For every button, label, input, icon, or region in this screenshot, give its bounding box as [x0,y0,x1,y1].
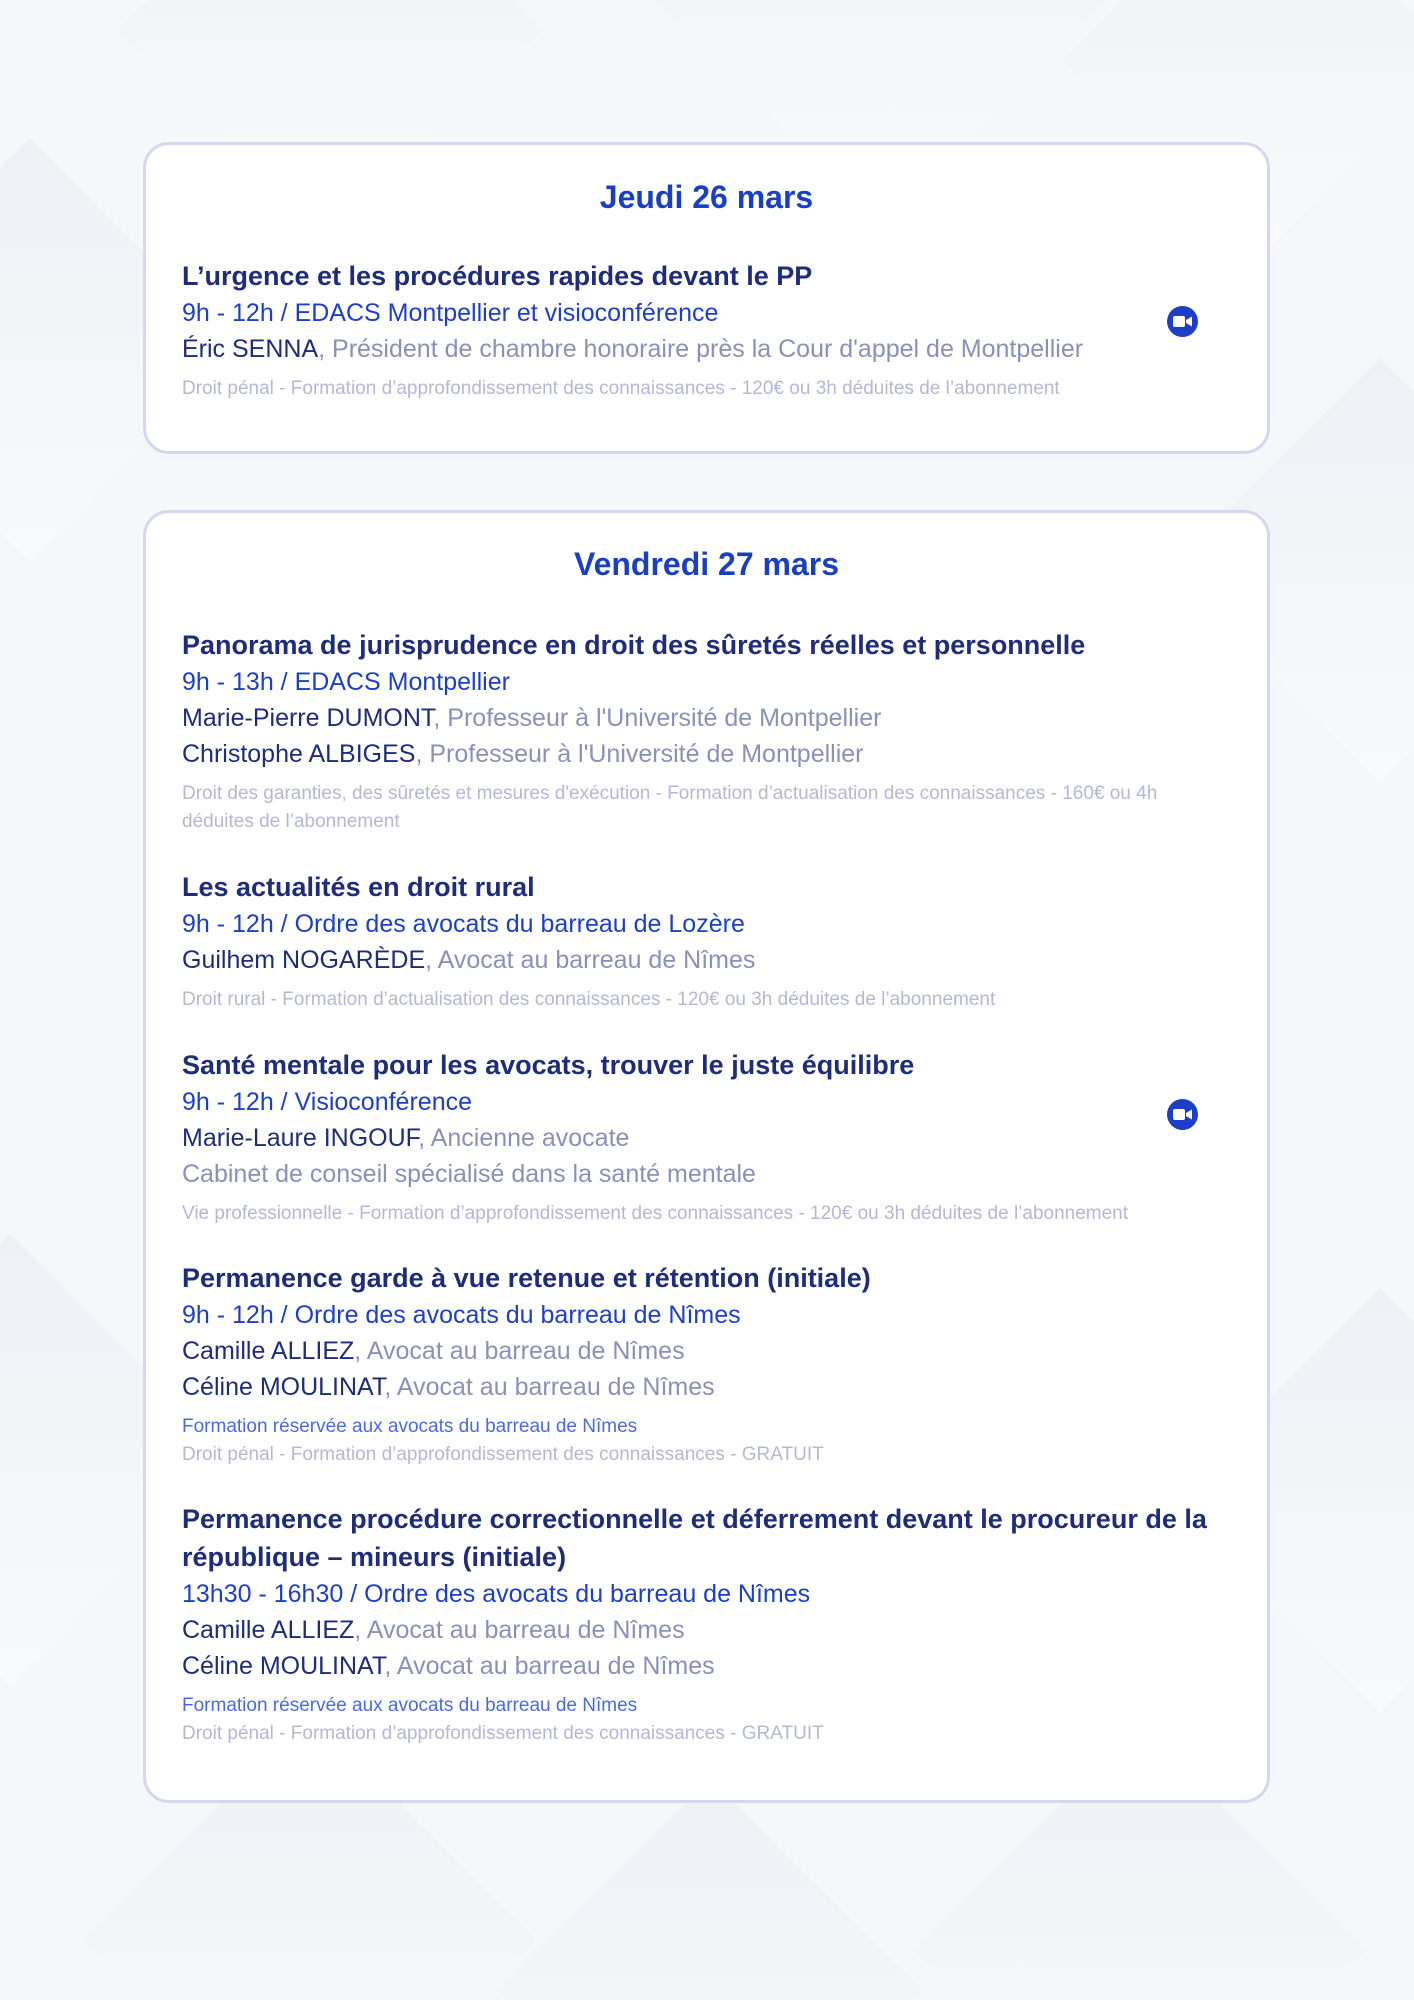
speaker-name: Camille ALLIEZ [182,1337,355,1365]
speaker-role: , Professeur à l'Université de Montpellier [415,740,864,768]
speaker-name: Céline MOULINAT [182,1652,385,1680]
speaker-role: , Avocat au barreau de Nîmes [354,1337,685,1365]
speaker-name: Marie-Pierre DUMONT [182,704,434,732]
course-meta: Droit pénal - Formation d’approfondissement des connaissances - GRATUIT [182,1723,824,1744]
course-title: Panorama de jurisprudence en droit des sûretés réelles et personnelle [182,630,1086,660]
course-time: 9h - 12h / Visioconférence [182,1088,473,1116]
speaker-name: Guilhem NOGARÈDE [182,946,426,974]
course-title: Les actualités en droit rural [182,872,535,902]
course-item [182,1500,1231,1748]
course-item [182,626,1231,836]
speaker [182,1648,1231,1684]
speaker [182,736,1231,772]
day-card [143,142,1270,454]
video-camera-icon [1167,1099,1198,1130]
speaker-role: , Avocat au barreau de Nîmes [384,1373,715,1401]
day-card [143,510,1270,1803]
course-meta: Vie professionnelle - Formation d’approfondissement des connaissances - 120€ ou 3h déduites de l’abonnement [182,1203,1129,1224]
speaker-name: Marie-Laure INGOUF [182,1124,419,1152]
speaker [182,1369,1231,1405]
course-time: 13h30 - 16h30 / Ordre des avocats du barreau de Nîmes [182,1580,811,1608]
course-time: 9h - 13h / EDACS Montpellier [182,668,510,696]
course-item [182,1046,1231,1228]
speaker [182,1612,1231,1648]
speaker-name: Camille ALLIEZ [182,1616,355,1644]
course-meta: Droit pénal - Formation d’approfondissement des connaissances - GRATUIT [182,1444,824,1465]
course-meta: Droit pénal - Formation d’approfondissement des connaissances - 120€ ou 3h déduites de l’abonnement [182,378,1060,399]
course-item [182,868,1231,1014]
speaker [182,1333,1231,1369]
course-time: 9h - 12h / EDACS Montpellier et visioconférence [182,299,719,327]
course-title: Permanence procédure correctionnelle et déferrement devant le procureur de la république – mineurs (initiale) [182,1504,1207,1572]
speaker [182,331,1231,367]
video-camera-icon [1167,306,1198,337]
speaker-role: , Avocat au barreau de Nîmes [354,1616,685,1644]
speaker [182,700,1231,736]
course-time: 9h - 12h / Ordre des avocats du barreau de Nîmes [182,1301,741,1329]
course-note: Formation réservée aux avocats du barreau de Nîmes [182,1695,638,1716]
speaker-role: , Avocat au barreau de Nîmes [425,946,756,974]
course-title: Santé mentale pour les avocats, trouver le juste équilibre [182,1050,915,1080]
speaker [182,1120,1231,1156]
course-item [182,1259,1231,1469]
course-time: 9h - 12h / Ordre des avocats du barreau de Lozère [182,910,745,938]
course-meta: Droit rural - Formation d’actualisation des connaissances - 120€ ou 3h déduites de l’abonnement [182,989,996,1010]
speaker-role: Cabinet de conseil spécialisé dans la santé mentale [182,1160,756,1188]
speaker-name: Christophe ALBIGES [182,740,416,768]
speaker-name: Éric SENNA [182,335,319,363]
course-item [182,257,1231,403]
course-title: Permanence garde à vue retenue et rétention (initiale) [182,1263,871,1293]
speaker-name: Céline MOULINAT [182,1373,385,1401]
course-title: L’urgence et les procédures rapides devant le PP [182,261,813,291]
course-note: Formation réservée aux avocats du barreau de Nîmes [182,1416,638,1437]
day-title: Jeudi 26 mars [599,179,814,215]
speaker [182,942,1231,978]
speaker-role: , Ancienne avocate [418,1124,630,1152]
speaker-role: , Président de chambre honoraire près la Cour d'appel de Montpellier [318,335,1084,363]
speaker-role: , Professeur à l'Université de Montpellier [433,704,882,732]
speaker [182,1156,1231,1192]
day-title: Vendredi 27 mars [573,546,840,582]
course-meta: Droit des garanties, des sûretés et mesures d'exécution - Formation d’actualisation des connaissances - 160€ ou 4h déduites de l’abonnement [182,783,1158,832]
speaker-role: , Avocat au barreau de Nîmes [384,1652,715,1680]
